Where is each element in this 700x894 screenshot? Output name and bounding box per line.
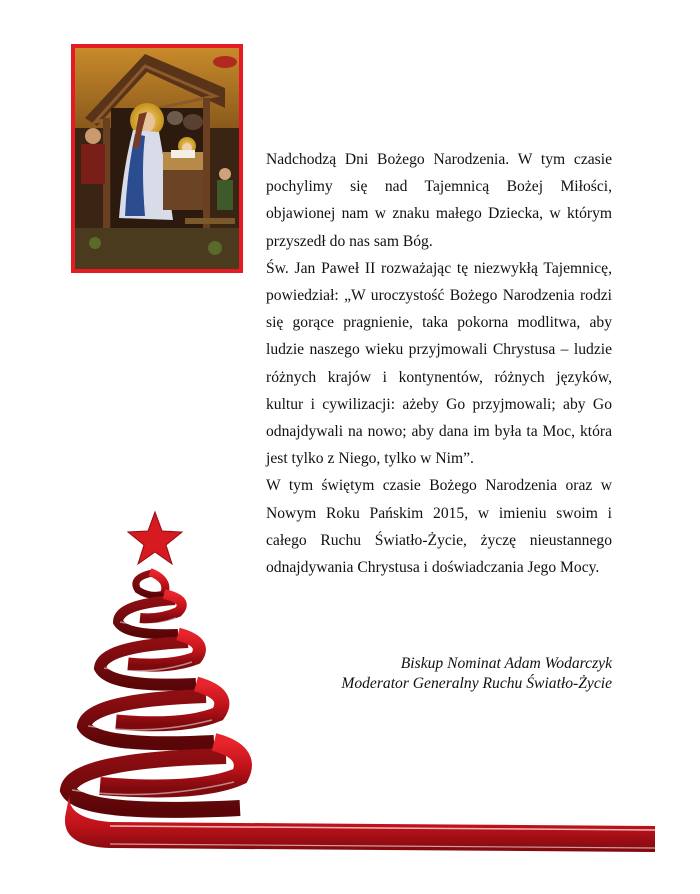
nativity-illustration xyxy=(71,44,243,273)
letter-paragraph-1: Nadchodzą Dni Bożego Narodzenia. W tym czasie pochylimy się nad Tajemnicą Bożej Miłości, objawionej nam w znaku małego Dziecka, w którym przyszedł do nas sam Bóg. xyxy=(266,151,612,250)
letter-body xyxy=(266,146,612,581)
star-icon xyxy=(128,512,182,564)
letter-paragraph-2: Św. Jan Paweł II rozważając tę niezwykłą Tajemnicę, powiedział: „W uroczystość Bożego Narodzenia rodzi się gorące pragnienie, taka pokorna modlitwa, aby ludzie naszego wieku przyjmowali Chrystusa – ludzie różnych krajów i kontynentów, różnych języków, kultur i cywilizacji: ażeby Go przyjmowali; aby Go odnajdywali na nowo; aby dana im była ta Moc, która jest tylko z Niego, tylko w Nim”. xyxy=(266,259,612,468)
signature-block xyxy=(300,654,612,694)
nativity-painting-icon xyxy=(75,48,239,269)
signature-title: Moderator Generalny Ruchu Światło-Życie xyxy=(341,675,612,692)
signature-name: Biskup Nominat Adam Wodarczyk xyxy=(400,655,612,672)
letter-paragraph-3: W tym świętym czasie Bożego Narodzenia oraz w Nowym Roku Pańskim 2015, w imieniu swoim i całego Ruchu Światło-Życie, życzę nieustannego odnajdywania Chrystusa i doświadczania Jego Mocy. xyxy=(266,477,612,577)
